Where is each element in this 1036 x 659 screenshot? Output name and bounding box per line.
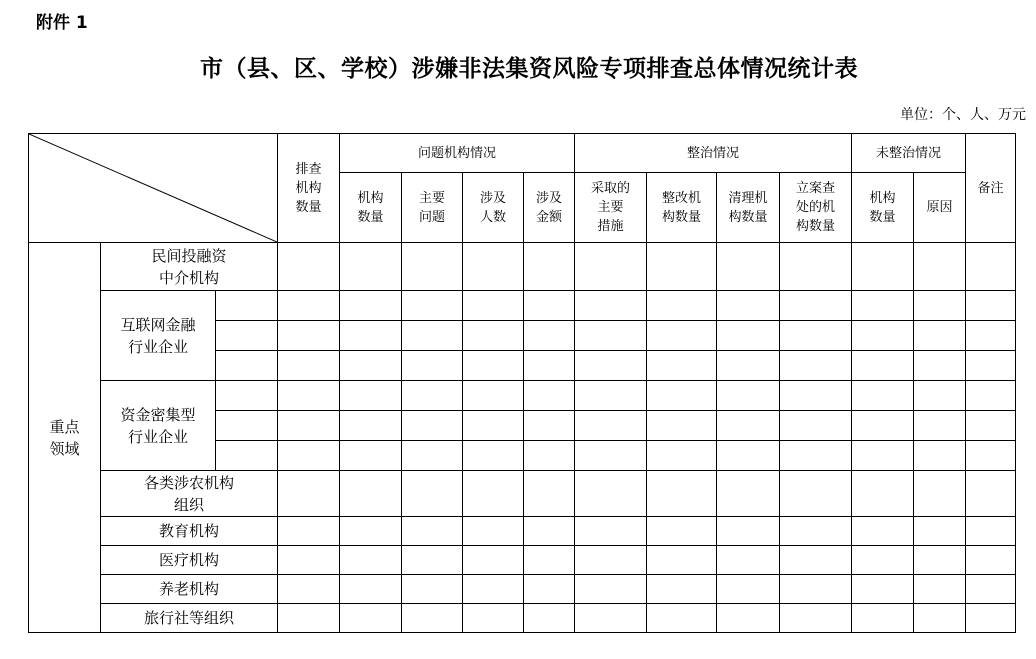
data-cell[interactable] [647,604,717,633]
data-cell[interactable] [717,546,780,575]
data-cell[interactable] [524,411,575,441]
data-cell[interactable] [852,471,914,517]
data-cell[interactable] [402,411,463,441]
data-cell[interactable] [647,546,717,575]
data-cell[interactable] [780,411,852,441]
data-cell[interactable] [340,471,402,517]
data-cell[interactable] [463,381,524,411]
statistics-table [28,133,1016,633]
data-cell[interactable] [402,575,463,604]
data-cell[interactable] [852,411,914,441]
problem-col-header: 涉及 人数 [463,173,524,243]
data-cell[interactable] [780,243,852,291]
data-cell[interactable] [575,471,647,517]
data-cell[interactable] [914,291,966,321]
data-cell[interactable] [402,351,463,381]
row-label: 医疗机构 [101,546,278,575]
data-cell[interactable] [966,441,1016,471]
data-cell[interactable] [852,381,914,411]
data-cell[interactable] [463,575,524,604]
data-cell[interactable] [278,441,340,471]
unrectified-group-header: 未整治情况 [852,134,966,173]
data-cell[interactable] [524,351,575,381]
diagonal-line [29,134,277,242]
data-cell[interactable] [647,321,717,351]
investigated-count-header: 排查 机构 数量 [278,134,340,243]
data-cell[interactable] [966,243,1016,291]
data-cell[interactable] [852,517,914,546]
data-cell[interactable] [463,441,524,471]
data-cell[interactable] [402,243,463,291]
data-cell[interactable] [780,321,852,351]
data-cell[interactable] [402,381,463,411]
data-cell[interactable] [340,321,402,351]
data-cell[interactable] [524,575,575,604]
data-cell[interactable] [575,291,647,321]
data-cell[interactable] [966,517,1016,546]
data-cell[interactable] [780,546,852,575]
problem-col-header: 主要 问题 [402,173,463,243]
row-label: 互联网金融 行业企业 [101,291,216,381]
data-cell[interactable] [717,381,780,411]
data-cell[interactable] [575,575,647,604]
data-cell[interactable] [780,575,852,604]
data-cell[interactable] [852,321,914,351]
data-cell[interactable] [647,381,717,411]
rectify-col-header: 采取的 主要 措施 [575,173,647,243]
data-cell[interactable] [340,517,402,546]
data-cell[interactable] [575,517,647,546]
data-cell[interactable] [575,441,647,471]
data-cell[interactable] [914,546,966,575]
data-cell[interactable] [463,243,524,291]
data-cell[interactable] [717,471,780,517]
data-cell[interactable] [524,441,575,471]
data-cell[interactable] [340,441,402,471]
data-cell[interactable] [524,471,575,517]
data-cell[interactable] [524,604,575,633]
data-cell[interactable] [852,243,914,291]
problem-col-header: 涉及 金额 [524,173,575,243]
page-title: 市（县、区、学校）涉嫌非法集资风险专项排查总体情况统计表 [200,56,858,82]
data-cell[interactable] [647,351,717,381]
sub-cell[interactable] [216,441,278,471]
attachment-label: 附件 1 [36,13,88,33]
data-cell[interactable] [914,351,966,381]
remarks-header: 备注 [966,134,1016,243]
data-cell[interactable] [575,381,647,411]
data-cell[interactable] [575,351,647,381]
data-cell[interactable] [278,604,340,633]
data-cell[interactable] [966,575,1016,604]
data-cell[interactable] [647,575,717,604]
data-cell[interactable] [966,546,1016,575]
data-cell[interactable] [402,291,463,321]
data-cell[interactable] [852,575,914,604]
sub-cell[interactable] [216,411,278,441]
data-cell[interactable] [575,604,647,633]
data-cell[interactable] [278,243,340,291]
data-cell[interactable] [852,604,914,633]
data-cell[interactable] [340,604,402,633]
data-cell[interactable] [717,351,780,381]
data-cell[interactable] [524,321,575,351]
data-cell[interactable] [717,291,780,321]
data-cell[interactable] [402,321,463,351]
data-cell[interactable] [463,321,524,351]
unit-note: 单位：个、人、万元 [900,107,1026,123]
rectify-group-header: 整治情况 [575,134,852,173]
data-cell[interactable] [524,517,575,546]
diagonal-header-cell [29,134,278,243]
data-cell[interactable] [780,291,852,321]
sub-cell[interactable] [216,381,278,411]
sub-cell[interactable] [216,351,278,381]
data-cell[interactable] [780,517,852,546]
data-cell[interactable] [647,411,717,441]
data-cell[interactable] [402,517,463,546]
data-cell[interactable] [717,604,780,633]
unrectified-col-header: 原因 [914,173,966,243]
data-cell[interactable] [463,351,524,381]
rectify-col-header: 整改机 构数量 [647,173,717,243]
data-cell[interactable] [463,546,524,575]
data-cell[interactable] [575,243,647,291]
data-cell[interactable] [278,471,340,517]
data-cell[interactable] [914,471,966,517]
data-cell[interactable] [966,291,1016,321]
row-label: 旅行社等组织 [101,604,278,633]
data-cell[interactable] [966,471,1016,517]
data-cell[interactable] [717,575,780,604]
data-cell[interactable] [647,441,717,471]
data-cell[interactable] [278,381,340,411]
data-cell[interactable] [575,411,647,441]
data-cell[interactable] [852,441,914,471]
data-cell[interactable] [340,381,402,411]
data-cell[interactable] [340,351,402,381]
data-cell[interactable] [647,243,717,291]
row-label: 各类涉农机构 组织 [101,471,278,517]
data-cell[interactable] [914,411,966,441]
data-cell[interactable] [278,291,340,321]
data-cell[interactable] [780,604,852,633]
data-cell[interactable] [647,471,717,517]
data-cell[interactable] [524,546,575,575]
data-cell[interactable] [780,441,852,471]
row-label: 民间投融资 中介机构 [101,243,278,291]
data-cell[interactable] [717,243,780,291]
data-cell[interactable] [966,351,1016,381]
problem-group-header: 问题机构情况 [340,134,575,173]
data-cell[interactable] [402,546,463,575]
data-cell[interactable] [914,321,966,351]
data-cell[interactable] [402,471,463,517]
data-cell[interactable] [647,517,717,546]
data-cell[interactable] [340,546,402,575]
data-cell[interactable] [463,471,524,517]
data-cell[interactable] [966,321,1016,351]
data-cell[interactable] [914,381,966,411]
data-cell[interactable] [914,604,966,633]
data-cell[interactable] [278,517,340,546]
data-cell[interactable] [402,604,463,633]
data-cell[interactable] [575,321,647,351]
data-cell[interactable] [575,546,647,575]
data-cell[interactable] [780,471,852,517]
data-cell[interactable] [966,381,1016,411]
data-cell[interactable] [914,243,966,291]
data-cell[interactable] [914,441,966,471]
unrectified-col-header: 机构 数量 [852,173,914,243]
data-cell[interactable] [402,441,463,471]
rectify-col-header: 清理机 构数量 [717,173,780,243]
data-cell[interactable] [278,411,340,441]
row-label: 资金密集型 行业企业 [101,381,216,471]
data-cell[interactable] [340,575,402,604]
data-cell[interactable] [914,517,966,546]
data-cell[interactable] [780,351,852,381]
data-cell[interactable] [340,411,402,441]
data-cell[interactable] [278,321,340,351]
data-cell[interactable] [717,441,780,471]
data-cell[interactable] [463,411,524,441]
data-cell[interactable] [463,291,524,321]
data-cell[interactable] [966,411,1016,441]
data-cell[interactable] [463,517,524,546]
key-area-label: 重点 领域 [29,243,101,633]
data-cell[interactable] [966,604,1016,633]
data-cell[interactable] [340,243,402,291]
data-cell[interactable] [524,291,575,321]
data-cell[interactable] [278,546,340,575]
data-cell[interactable] [717,411,780,441]
data-cell[interactable] [852,546,914,575]
data-cell[interactable] [647,291,717,321]
data-cell[interactable] [852,291,914,321]
sub-cell[interactable] [216,321,278,351]
sub-cell[interactable] [216,291,278,321]
data-cell[interactable] [278,351,340,381]
row-label: 养老机构 [101,575,278,604]
data-cell[interactable] [914,575,966,604]
problem-col-header: 机构 数量 [340,173,402,243]
data-cell[interactable] [524,243,575,291]
data-cell[interactable] [278,575,340,604]
row-label: 教育机构 [101,517,278,546]
data-cell[interactable] [717,321,780,351]
data-cell[interactable] [852,351,914,381]
data-cell[interactable] [463,604,524,633]
rectify-col-header: 立案查 处的机 构数量 [780,173,852,243]
data-cell[interactable] [717,517,780,546]
data-cell[interactable] [780,381,852,411]
data-cell[interactable] [340,291,402,321]
data-cell[interactable] [524,381,575,411]
